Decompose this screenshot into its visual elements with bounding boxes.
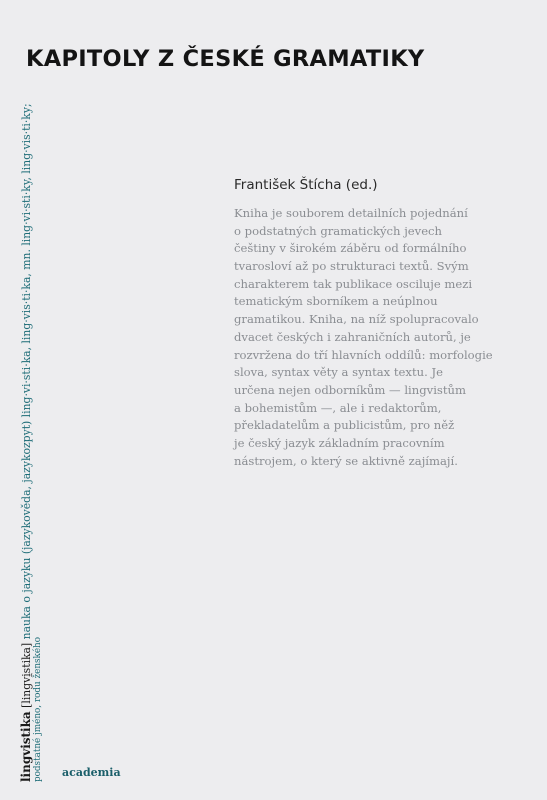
dictionary-headword: lingvistika	[19, 711, 33, 782]
book-title: KAPITOLY Z ČESKÉ GRAMATIKY	[26, 46, 425, 72]
dictionary-grammar: podstatné jméno, rodu ženského	[33, 637, 43, 782]
blurb-line: tvarosloví až po strukturaci textů. Svým	[234, 259, 469, 274]
blurb-line: dvacet českých i zahraničních autorů, je	[234, 329, 471, 344]
blurb-line: gramatikou. Kniha, na níž spolupracovalo	[234, 312, 479, 327]
blurb-line: slova, syntax věty a syntax textu. Je	[234, 365, 443, 380]
blurb-line: Kniha je souborem detailních pojednání	[234, 206, 468, 220]
blurb-line: a bohemistům —, ale i redaktorům,	[234, 400, 442, 415]
blurb-line: překladatelům a publicistům, pro něž	[234, 418, 455, 433]
dictionary-pronunciation: [lingvi̯stika]	[20, 639, 33, 712]
book-blurb	[234, 205, 493, 470]
dictionary-entry-line	[19, 103, 33, 782]
blurb-line: o podstatných gramatických jevech	[234, 223, 443, 238]
blurb-line: tematickým sborníkem a neúplnou	[234, 294, 438, 309]
publisher-logo: academia	[62, 766, 121, 779]
blurb-line: charakterem tak publikace osciluje mezi	[234, 276, 473, 291]
blurb-line: je český jazyk základním pracovním	[234, 435, 445, 450]
blurb-line: nástrojem, o který se aktivně zajímají.	[234, 453, 458, 468]
dictionary-entry-vertical	[19, 103, 44, 782]
blurb-line: určena nejen odborníkům — lingvistům	[234, 382, 466, 397]
dictionary-definition: nauka o jazyku (jazykověda, jazykozpyt) ling·vi·sti·ka, ling·vis·ti·ka, mn. ling·vi·sti·ky, ling·vis·ti·ky;	[20, 103, 33, 640]
book-editor: František Štícha (ed.)	[234, 177, 378, 193]
blurb-line: rozvržena do tří hlavních oddílů: morfologie	[234, 347, 493, 362]
blurb-line: češtiny v širokém záběru od formálního	[234, 241, 467, 256]
